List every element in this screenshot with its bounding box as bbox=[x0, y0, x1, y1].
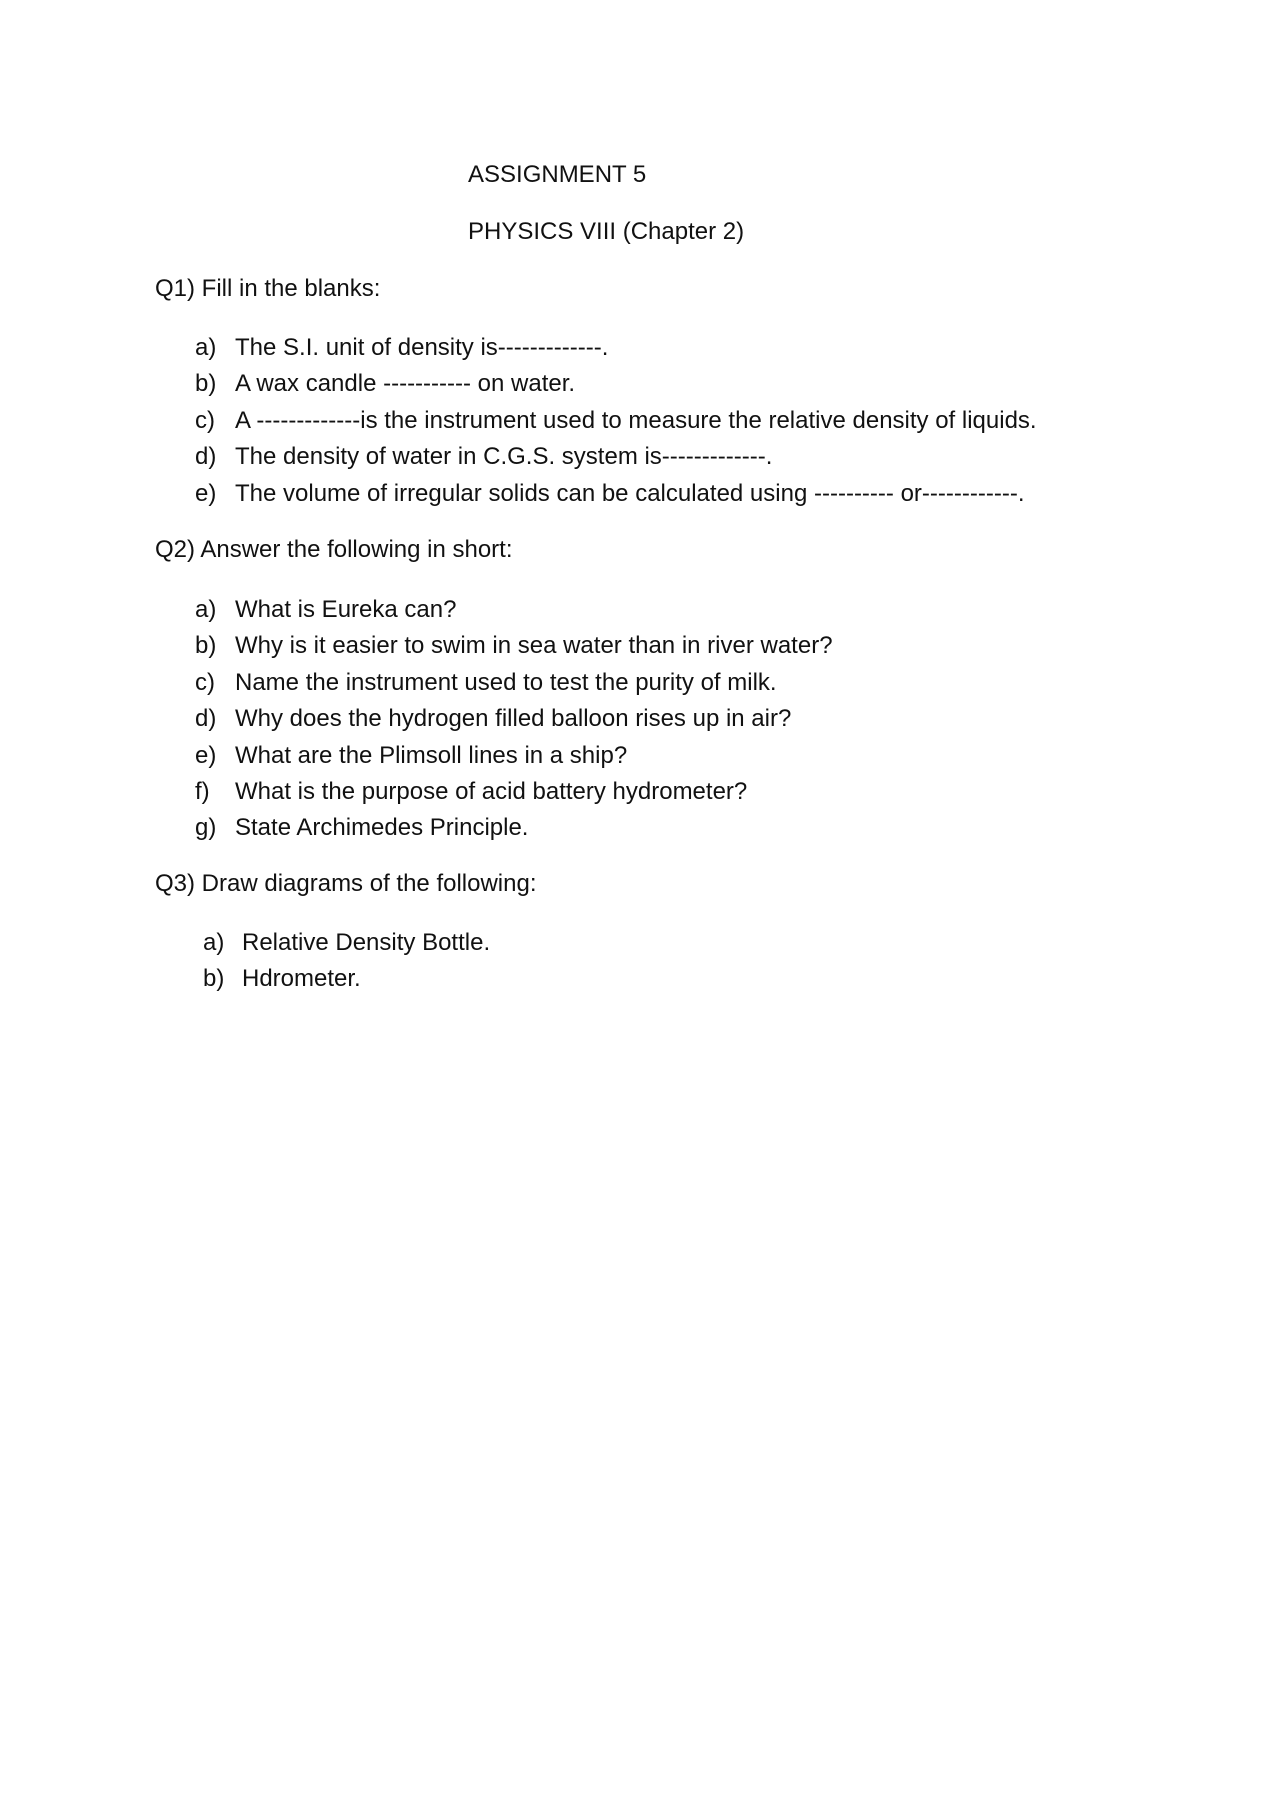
list-marker: b) bbox=[203, 965, 225, 993]
list-item-text: Why is it easier to swim in sea water than in river water? bbox=[235, 632, 833, 660]
question-3-heading: Q3) Draw diagrams of the following: bbox=[155, 870, 537, 897]
list-item-text: State Archimedes Principle. bbox=[235, 814, 529, 842]
question-2-heading: Q2) Answer the following in short: bbox=[155, 536, 513, 563]
list-item-text: What is the purpose of acid battery hydrometer? bbox=[235, 777, 748, 805]
list-item-text: The S.I. unit of density is-------------. bbox=[235, 334, 609, 361]
list-item-text: Hdrometer. bbox=[242, 965, 361, 993]
list-marker: a) bbox=[195, 596, 217, 623]
document-title: ASSIGNMENT 5 bbox=[468, 161, 647, 188]
list-marker: d) bbox=[195, 705, 217, 733]
list-marker: a) bbox=[195, 334, 217, 361]
list-marker: e) bbox=[195, 479, 217, 507]
list-item-text: What is Eureka can? bbox=[235, 596, 457, 623]
list-marker: c) bbox=[195, 668, 215, 696]
list-marker: f) bbox=[195, 777, 210, 805]
list-item-text: A -------------is the instrument used to measure the relative density of liquids. bbox=[235, 406, 1037, 434]
list-marker: b) bbox=[195, 632, 217, 660]
list-marker: g) bbox=[195, 814, 217, 842]
list-item-text: Why does the hydrogen filled balloon rises up in air? bbox=[235, 705, 792, 733]
list-marker: e) bbox=[195, 741, 217, 769]
list-marker: d) bbox=[195, 443, 217, 471]
list-marker: a) bbox=[203, 929, 225, 956]
document-subtitle: PHYSICS VIII (Chapter 2) bbox=[468, 218, 745, 245]
list-marker: c) bbox=[195, 406, 215, 434]
question-1-heading: Q1) Fill in the blanks: bbox=[155, 275, 381, 302]
list-item-text: Name the instrument used to test the purity of milk. bbox=[235, 668, 777, 696]
list-item-text: Relative Density Bottle. bbox=[242, 929, 491, 956]
list-marker: b) bbox=[195, 370, 217, 398]
list-item-text: A wax candle ----------- on water. bbox=[235, 370, 576, 398]
list-item-text: The volume of irregular solids can be calculated using ---------- or------------. bbox=[235, 479, 1025, 507]
list-item-text: What are the Plimsoll lines in a ship? bbox=[235, 741, 628, 769]
list-item-text: The density of water in C.G.S. system is-------------. bbox=[235, 443, 773, 471]
